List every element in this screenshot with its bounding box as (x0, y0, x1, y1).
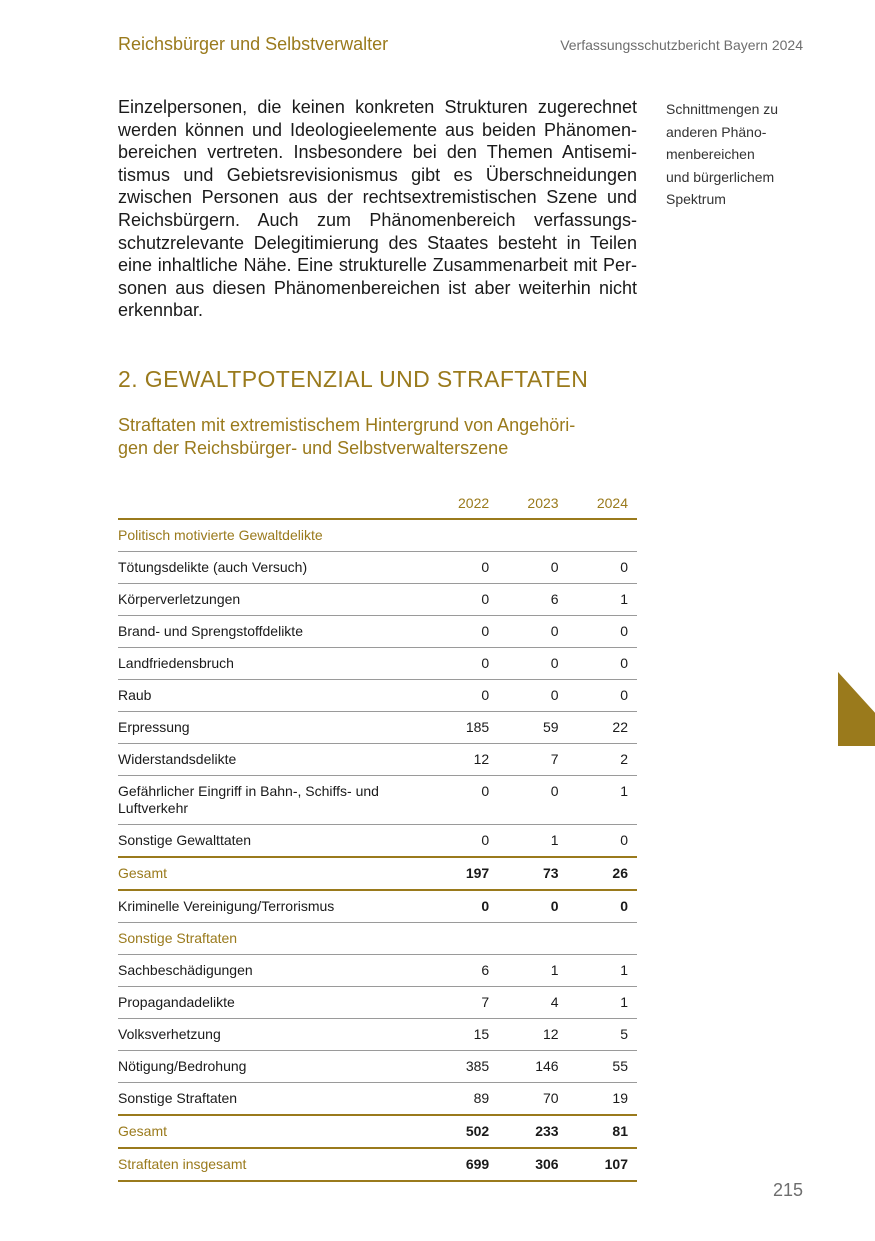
value-2024: 22 (568, 712, 637, 744)
value-2024: 5 (568, 1019, 637, 1051)
table-row (118, 1083, 637, 1116)
table-header-row (118, 488, 637, 519)
margin-note (666, 98, 806, 211)
value-2023 (498, 923, 567, 955)
value-2023: 306 (498, 1148, 567, 1181)
row-label: Raub (118, 680, 429, 712)
value-2022: 0 (429, 584, 498, 616)
header-label-cell (118, 488, 429, 519)
section-heading (118, 366, 588, 393)
row-label: Volksverhetzung (118, 1019, 429, 1051)
value-2023: 12 (498, 1019, 567, 1051)
value-2024: 0 (568, 552, 637, 584)
table-total-row (118, 1148, 637, 1181)
value-2023: 70 (498, 1083, 567, 1116)
table-row (118, 584, 637, 616)
table-row (118, 987, 637, 1019)
value-2022: 197 (429, 857, 498, 890)
value-2022: 185 (429, 712, 498, 744)
row-label: Straftaten insgesamt (118, 1148, 429, 1181)
row-label: Erpressung (118, 712, 429, 744)
row-label: Sonstige Gewalttaten (118, 825, 429, 858)
table-row (118, 552, 637, 584)
table-row (118, 712, 637, 744)
value-2022 (429, 519, 498, 552)
table-category-row (118, 923, 637, 955)
value-2024: 0 (568, 890, 637, 923)
body-line: schutzrelevante Delegitimierung des Staates besteht in Teilen (118, 232, 637, 253)
table-row (118, 1051, 637, 1083)
value-2022: 0 (429, 825, 498, 858)
running-head-chapter: Reichsbürger und Selbstverwalter (118, 34, 389, 54)
table-row (118, 1019, 637, 1051)
table-total-row (118, 890, 637, 923)
table-category-row (118, 519, 637, 552)
row-label: Brand- und Sprengstoffdelikte (118, 616, 429, 648)
table-title-line: gen der Reichsbürger- und Selbstverwalterszene (118, 437, 509, 458)
offenses-table (118, 488, 637, 1182)
value-2023: 0 (498, 552, 567, 584)
table-row (118, 680, 637, 712)
table-total-row (118, 1115, 637, 1148)
value-2022: 15 (429, 1019, 498, 1051)
row-label: Nötigung/Bedrohung (118, 1051, 429, 1083)
value-2024: 55 (568, 1051, 637, 1083)
body-line: zwischen Personen aus der rechtsextremistischen Szene und (118, 187, 637, 208)
value-2023: 1 (498, 955, 567, 987)
year-header: 2024 (568, 488, 637, 519)
value-2024 (568, 519, 637, 552)
year-header: 2023 (498, 488, 567, 519)
body-line: tismus und Gebietsrevisionismus gibt es Überschneidungen (118, 164, 637, 185)
margin-note-line: Schnittmengen zu (666, 101, 779, 117)
section-title: GEWALTPOTENZIAL UND STRAFTATEN (144, 366, 589, 392)
row-label: Körperverletzungen (118, 584, 429, 616)
row-label: Widerstandsdelikte (118, 744, 429, 776)
value-2023: 1 (498, 825, 567, 858)
value-2023: 0 (498, 890, 567, 923)
chapter-tab-marker (838, 672, 875, 746)
value-2022 (429, 923, 498, 955)
value-2022: 7 (429, 987, 498, 1019)
value-2022: 0 (429, 648, 498, 680)
section-number: 2. (118, 366, 138, 392)
value-2023: 0 (498, 776, 567, 825)
row-label: Politisch motivierte Gewaltdelikte (118, 519, 429, 552)
value-2023: 6 (498, 584, 567, 616)
value-2024: 107 (568, 1148, 637, 1181)
row-label: Gesamt (118, 857, 429, 890)
row-label: Tötungsdelikte (auch Versuch) (118, 552, 429, 584)
value-2024 (568, 923, 637, 955)
value-2024: 2 (568, 744, 637, 776)
value-2023: 4 (498, 987, 567, 1019)
margin-note-line: Spektrum (666, 191, 726, 208)
value-2022: 0 (429, 680, 498, 712)
table-title-line: Straftaten mit extremistischem Hintergrund von Angehöri- (118, 415, 576, 435)
table-total-row (118, 857, 637, 890)
value-2024: 0 (568, 616, 637, 648)
value-2022: 6 (429, 955, 498, 987)
value-2023: 73 (498, 857, 567, 890)
value-2022: 0 (429, 890, 498, 923)
body-line: sonen aus diesen Phänomenbereichen ist aber weiterhin nicht (118, 277, 637, 298)
value-2022: 89 (429, 1083, 498, 1116)
table-row (118, 955, 637, 987)
body-line: bereichen vertreten. Insbesondere bei den Themen Antisemi- (118, 142, 637, 163)
value-2023: 0 (498, 680, 567, 712)
body-line: erkennbar. (118, 300, 204, 321)
value-2022: 0 (429, 616, 498, 648)
row-label: Gefährlicher Eingriff in Bahn-, Schiffs- und Luftverkehr (118, 776, 429, 825)
row-label: Sonstige Straftaten (118, 923, 429, 955)
value-2022: 502 (429, 1115, 498, 1148)
row-label: Propagandadelikte (118, 987, 429, 1019)
body-paragraph (118, 96, 637, 322)
value-2022: 0 (429, 776, 498, 825)
body-line: werden können und Ideologieelemente aus beiden Phänomen- (118, 119, 637, 140)
value-2024: 0 (568, 680, 637, 712)
value-2024: 1 (568, 776, 637, 825)
value-2024: 81 (568, 1115, 637, 1148)
body-line: eine inhaltliche Nähe. Eine strukturelle Zusammenarbeit mit Per- (118, 255, 637, 276)
table-row (118, 648, 637, 680)
value-2023 (498, 519, 567, 552)
value-2022: 699 (429, 1148, 498, 1181)
value-2023: 233 (498, 1115, 567, 1148)
table-row (118, 825, 637, 858)
row-label: Kriminelle Vereinigung/Terrorismus (118, 890, 429, 923)
value-2022: 0 (429, 552, 498, 584)
value-2024: 26 (568, 857, 637, 890)
value-2024: 0 (568, 825, 637, 858)
row-label: Sachbeschädigungen (118, 955, 429, 987)
value-2023: 7 (498, 744, 567, 776)
value-2024: 1 (568, 584, 637, 616)
page-number: 215 (772, 1180, 803, 1200)
value-2023: 0 (498, 616, 567, 648)
table-body (118, 519, 637, 1181)
row-label: Gesamt (118, 1115, 429, 1148)
value-2023: 146 (498, 1051, 567, 1083)
margin-note-line: menbereichen (666, 146, 755, 163)
table-row (118, 616, 637, 648)
row-label: Sonstige Straftaten (118, 1083, 429, 1116)
row-label: Landfriedensbruch (118, 648, 429, 680)
body-line: Reichsbürgern. Auch zum Phänomenbereich verfassungs- (118, 209, 637, 230)
margin-note-line: anderen Phäno- (666, 123, 767, 140)
year-header: 2022 (429, 488, 498, 519)
value-2024: 1 (568, 987, 637, 1019)
table-title (118, 414, 638, 459)
body-line: Einzelpersonen, die keinen konkreten Strukturen zugerechnet (118, 97, 637, 117)
value-2022: 12 (429, 744, 498, 776)
running-head-report-title: Verfassungsschutzbericht Bayern 2024 (560, 37, 803, 53)
value-2024: 19 (568, 1083, 637, 1116)
value-2022: 385 (429, 1051, 498, 1083)
margin-note-line: und bürgerlichem (666, 168, 775, 185)
value-2024: 1 (568, 955, 637, 987)
value-2023: 59 (498, 712, 567, 744)
table-row (118, 776, 637, 825)
value-2023: 0 (498, 648, 567, 680)
value-2024: 0 (568, 648, 637, 680)
table-row (118, 744, 637, 776)
